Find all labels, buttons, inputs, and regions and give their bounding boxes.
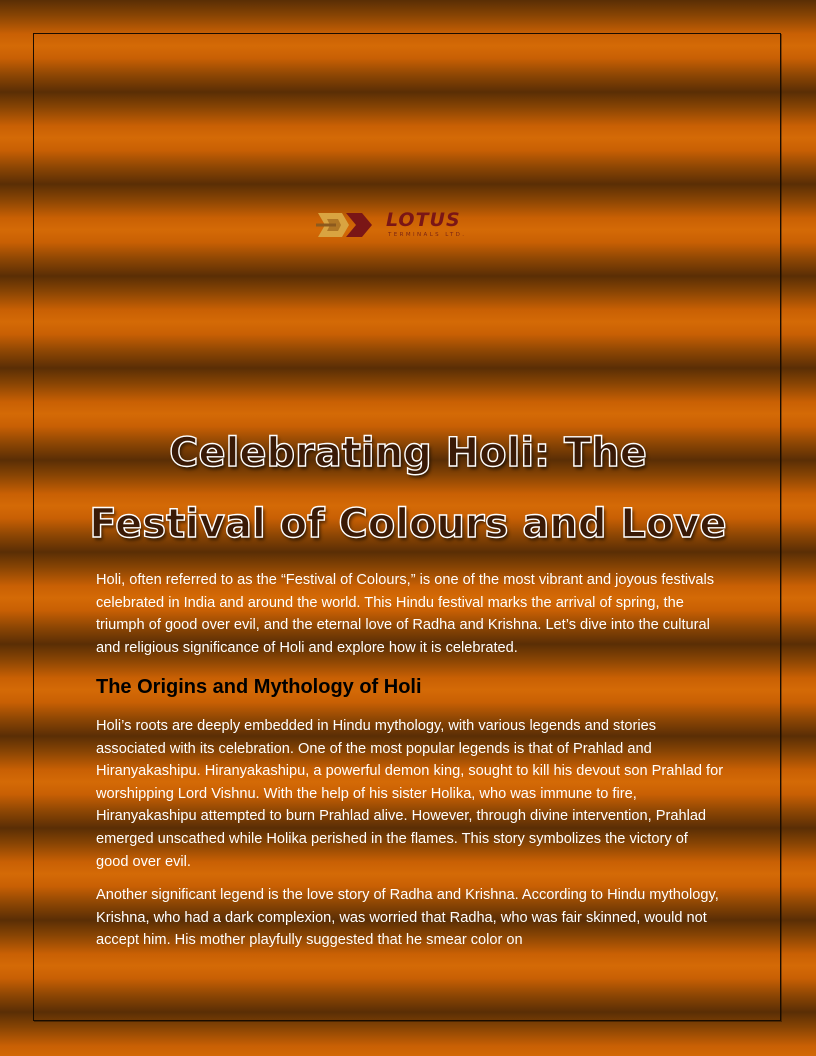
section-heading: The Origins and Mythology of Holi [96, 676, 422, 698]
logo-chevron-icon [316, 210, 380, 240]
logo-subtitle: TERMINALS LTD. [388, 232, 467, 238]
company-logo [316, 208, 500, 244]
section-paragraph-2: Another significant legend is the love story of Radha and Krishna. According to Hindu mythology, Krishna, who had a dark complexion, was worried that Radha, who was fair skinned, would not accept him. His mother playfully suggested that he smear color on [96, 887, 719, 949]
title-line-2: Festival of Colours and Love [89, 501, 727, 547]
title-line-1: Celebrating Holi: The [169, 430, 647, 476]
section-paragraph-1: Holi’s roots are deeply embedded in Hindu mythology, with various legends and stories associated with its celebration. One of the most popular legends is that of Prahlad and Hiranyakashipu. Hiranyakashipu, a powerful demon king, sought to kill his devout son Prahlad for worshipping Lord Vishnu. With the help of his sister Holika, who was immune to fire, Hiranyakashipu attempted to burn Prahlad alive. However, through divine intervention, Prahlad emerged unscathed while Holika perished in the flames. This story symbolizes the victory of good over evil. [96, 718, 724, 870]
logo-wordmark: LOTUS [386, 209, 461, 231]
page-title [56, 418, 760, 560]
intro-paragraph: Holi, often referred to as the “Festival of Colours,” is one of the most vibrant and joyous festivals celebrated in India and around the world. This Hindu festival marks the arrival of spring, the triumph of good over evil, and the eternal love of Radha and Krishna. Let’s dive into the cultural and religious significance of Holi and explore how it is celebrated. [96, 572, 715, 656]
